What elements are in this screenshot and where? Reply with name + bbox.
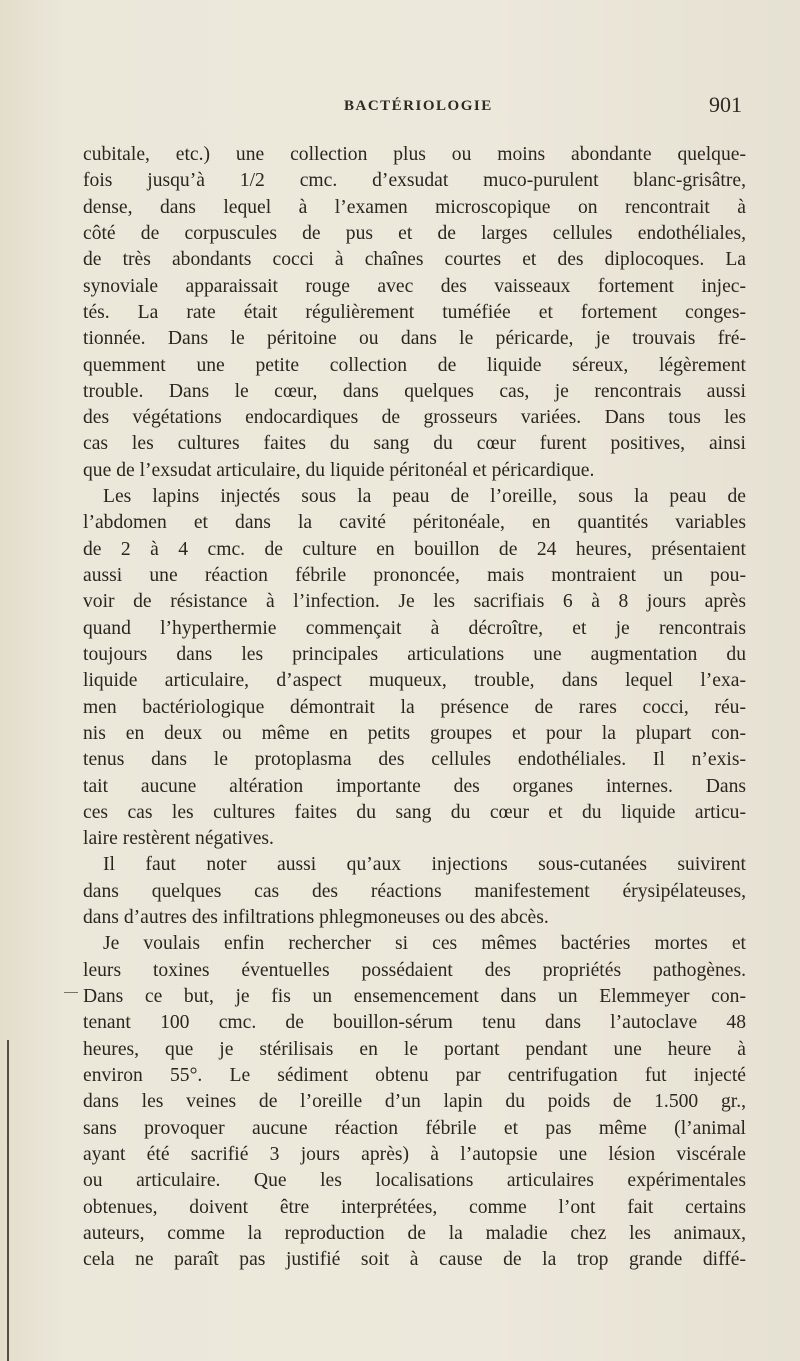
text-line: laire restèrent négatives. [83, 828, 274, 850]
text-line: ayant été sacrifié 3 jours après) à l’autopsie une lésion viscérale [83, 1143, 746, 1165]
text-line: tait aucune altération importante des organes internes. Dans [83, 775, 746, 797]
text-line: voir de résistance à l’infection. Je les sacrifiais 6 à 8 jours après [83, 591, 746, 613]
text-line: cas les cultures faites du sang du cœur furent positives, ainsi [83, 433, 746, 455]
text-line: synoviale apparaissait rouge avec des vaisseaux fortement injec- [83, 275, 746, 297]
text-line: tionnée. Dans le péritoine ou dans le péricarde, je trouvais fré- [83, 328, 746, 350]
text-line: côté de corpuscules de pus et de larges cellules endothéliales, [83, 222, 746, 244]
text-line: ou articulaire. Que les localisations articulaires expérimentales [83, 1170, 746, 1192]
text-line: cubitale, etc.) une collection plus ou moins abondante quelque- [83, 144, 746, 165]
text-line: heures, que je stérilisais en le portant pendant une heure à [83, 1038, 746, 1060]
text-line: trouble. Dans le cœur, dans quelques cas, je rencontrais aussi [83, 380, 746, 402]
text-line: de très abondants cocci à chaînes courtes et des diplocoques. La [83, 249, 746, 271]
page-header [82, 92, 742, 122]
text-line: Les lapins injectés sous la peau de l’oreille, sous la peau de [103, 486, 746, 508]
text-line: dense, dans lequel à l’examen microscopique on rencontrait à [83, 196, 746, 218]
margin-mark [64, 992, 78, 993]
body-text [83, 142, 746, 1273]
text-line: tés. La rate était régulièrement tuméfiée et fortement conges- [83, 301, 746, 323]
binding-edge-rule [7, 1040, 9, 1361]
running-title: BACTÉRIOLOGIE [344, 98, 493, 114]
text-line: dans les veines de l’oreille d’un lapin du poids de 1.500 gr., [83, 1091, 746, 1113]
text-line: fois jusqu’à 1/2 cmc. d’exsudat muco-purulent blanc-grisâtre, [83, 170, 746, 192]
text-line: Il faut noter aussi qu’aux injections sous-cutanées suivirent [103, 854, 746, 876]
text-line: tenus dans le protoplasma des cellules endothéliales. Il n’exis- [83, 749, 746, 771]
text-line: dans d’autres des infiltrations phlegmoneuses ou des abcès. [83, 907, 549, 929]
text-line: tenant 100 cmc. de bouillon-sérum tenu dans l’autoclave 48 [83, 1012, 746, 1034]
text-line: que de l’exsudat articulaire, du liquide péritonéal et péricardique. [83, 459, 595, 481]
text-line: l’abdomen et dans la cavité péritonéale, en quantités variables [83, 512, 746, 534]
text-line: environ 55°. Le sédiment obtenu par centrifugation fut injecté [83, 1064, 746, 1086]
text-line: Dans ce but, je fis un ensemencement dans un Elemmeyer con- [83, 986, 746, 1007]
text-line: men bactériologique démontrait la présence de rares cocci, réu- [83, 696, 746, 718]
text-line: cela ne paraît pas justifié soit à cause de la trop grande diffé- [83, 1249, 746, 1271]
text-line: dans quelques cas des réactions manifestement érysipélateuses, [83, 880, 746, 902]
text-line: aussi une réaction fébrile prononcée, mais montraient un pou- [83, 565, 746, 586]
text-line: quand l’hyperthermie commençait à décroître, et je rencontrais [83, 617, 746, 639]
text-line: sans provoquer aucune réaction fébrile et pas même (l’animal [83, 1117, 746, 1139]
text-line: auteurs, comme la reproduction de la maladie chez les animaux, [83, 1222, 746, 1244]
text-line: quemment une petite collection de liquide séreux, légèrement [83, 354, 746, 376]
text-line: des végétations endocardiques de grosseurs variées. Dans tous les [83, 407, 746, 429]
text-line: obtenues, doivent être interprétées, comme l’ont fait certains [83, 1196, 746, 1218]
page-number: 901 [709, 92, 742, 117]
text-line: Je voulais enfin rechercher si ces mêmes bactéries mortes et [103, 933, 746, 955]
text-line: nis en deux ou même en petits groupes et pour la plupart con- [83, 722, 746, 744]
text-line: leurs toxines éventuelles possédaient des propriétés pathogènes. [83, 959, 746, 981]
text-line: liquide articulaire, d’aspect muqueux, trouble, dans lequel l’exa- [83, 670, 746, 692]
text-line: de 2 à 4 cmc. de culture en bouillon de 24 heures, présentaient [83, 538, 746, 560]
text-line: toujours dans les principales articulations une augmentation du [83, 643, 746, 665]
text-line: ces cas les cultures faites du sang du cœur et du liquide articu- [83, 801, 746, 823]
